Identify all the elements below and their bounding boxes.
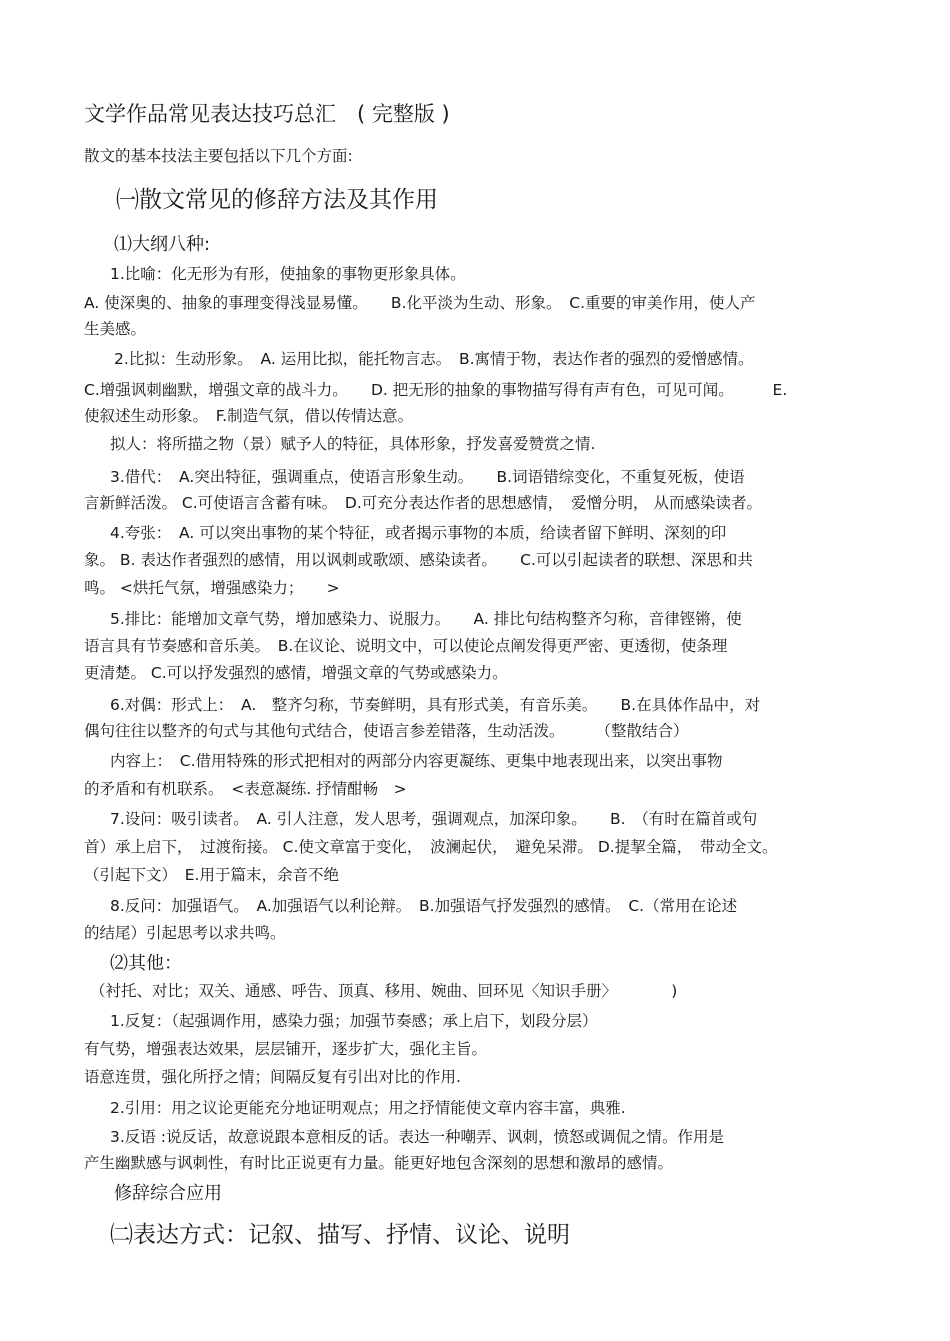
text-line: 7.设问：吸引读者。 A. 引人注意，发人思考，强调观点，加深印象。 B. （有时在篇首或句 bbox=[110, 810, 758, 828]
text-line: C.增强讽刺幽默，增强文章的战斗力。 D. 把无形的抽象的事物描写得有声有色，可见可闻。 E. bbox=[84, 381, 788, 399]
text-line: 使叙述生动形象。 F.制造气氛，借以传情达意。 bbox=[84, 407, 414, 425]
text-line: 的结尾）引起思考以求共鸣。 bbox=[84, 924, 286, 942]
text-line: 偶句往往以整齐的句式与其他句式结合，使语言参差错落，生动活泼。 （整散结合） bbox=[84, 722, 689, 740]
text-line: 8.反问：加强语气。 A.加强语气以利论辩。 B.加强语气抒发强烈的感情。 C.（常用在论述 bbox=[110, 897, 738, 915]
text-line: 2.引用：用之议论更能充分地证明观点；用之抒情能使文章内容丰富，典雅. bbox=[110, 1099, 626, 1117]
text-line: 2.比拟：生动形象。 A. 运用比拟，能托物言志。 B.寓情于物，表达作者的强烈的爱憎感情。 bbox=[114, 350, 754, 368]
text-line: 的矛盾和有机联系。 <表意凝练. 抒情酣畅 > bbox=[84, 780, 407, 798]
section-heading-rhetoric: ㈠散文常见的修辞方法及其作用 bbox=[116, 187, 438, 213]
text-line: 1.比喻：化无形为有形，使抽象的事物更形象具体。 bbox=[110, 265, 466, 283]
text-line: 内容上： C.借用特殊的形式把相对的两部分内容更凝练、更集中地表现出来，以突出事物 bbox=[110, 752, 723, 770]
document-title: 文学作品常见表达技巧总汇 ( 完整版 ) bbox=[84, 102, 450, 126]
text-line: 拟人：将所描之物（景）赋予人的特征，具体形象，抒发喜爱赞赏之情. bbox=[110, 435, 596, 453]
text-line: 言新鲜活泼。 C.可使语言含蓄有味。 D.可充分表达作者的思想感情， 爱憎分明， 从而感染读者。 bbox=[84, 494, 762, 512]
text-line: 6.对偶：形式上： A. 整齐匀称，节奏鲜明，具有形式美，有音乐美。 B.在具体作品中，对 bbox=[110, 696, 761, 714]
text-line: A. 使深奥的、抽象的事理变得浅显易懂。 B.化平淡为生动、形象。 C.重要的审美作用，使人产 bbox=[84, 294, 756, 312]
text-line: 语言具有节奏感和音乐美。 B.在议论、说明文中，可以使论点阐发得更严密、更透彻，使条理 bbox=[84, 637, 728, 655]
text-line: 3.借代： A.突出特征，强调重点，使语言形象生动。 B.词语错综变化，不重复死板，使语 bbox=[110, 468, 745, 486]
text-line: 5.排比：能增加文章气势，增加感染力、说服力。 A. 排比句结构整齐匀称，音律铿锵，使 bbox=[110, 610, 742, 628]
text-line: 1.反复：（起强调作用，感染力强；加强节奏感；承上启下，划段分层） bbox=[110, 1012, 598, 1030]
rhetoric-application-heading: 修辞综合应用 bbox=[114, 1183, 222, 1204]
text-line: 3.反语 :说反话，故意说跟本意相反的话。表达一种嘲弄、讽刺，愤怒或调侃之情。作用是 bbox=[110, 1128, 724, 1146]
text-line: 象。 B. 表达作者强烈的感情，用以讽刺或歌颂、感染读者。 C.可以引起读者的联想、深思和共 bbox=[84, 551, 753, 569]
subheading-others: ⑵其他： bbox=[110, 953, 182, 974]
intro-text: 散文的基本技法主要包括以下几个方面: bbox=[84, 147, 353, 165]
text-line: 产生幽默感与讽刺性，有时比正说更有力量。能更好地包含深刻的思想和激昂的感情。 bbox=[84, 1154, 674, 1172]
text-line: （衬托、对比；双关、通感、呼告、顶真、移用、婉曲、回环见〈知识手册〉 ) bbox=[90, 982, 678, 1000]
text-line: 鸣。 <烘托气氛，增强感染力； > bbox=[84, 579, 340, 597]
text-line: 4.夸张： A. 可以突出事物的某个特征，或者揭示事物的本质，给读者留下鲜明、深刻的印 bbox=[110, 524, 727, 542]
subheading-eight-types: ⑴大纲八种: bbox=[114, 234, 211, 255]
text-line: 生美感。 bbox=[84, 320, 147, 338]
text-line: 首）承上启下， 过渡衔接。 C.使文章富于变化， 波澜起伏， 避免呆滞。 D.提挈全篇， 带动全文。 bbox=[84, 838, 778, 856]
text-line: 更清楚。 C.可以抒发强烈的感情，增强文章的气势或感染力。 bbox=[84, 664, 508, 682]
section-heading-expression: ㈡表达方式：记叙、描写、抒情、议论、说明 bbox=[110, 1222, 570, 1248]
text-line: 语意连贯，强化所抒之情；间隔反复有引出对比的作用. bbox=[84, 1068, 461, 1086]
text-line: （引起下文） E.用于篇末，余音不绝 bbox=[84, 866, 339, 884]
text-line: 有气势，增强表达效果，层层铺开，逐步扩大，强化主旨。 bbox=[84, 1040, 488, 1058]
